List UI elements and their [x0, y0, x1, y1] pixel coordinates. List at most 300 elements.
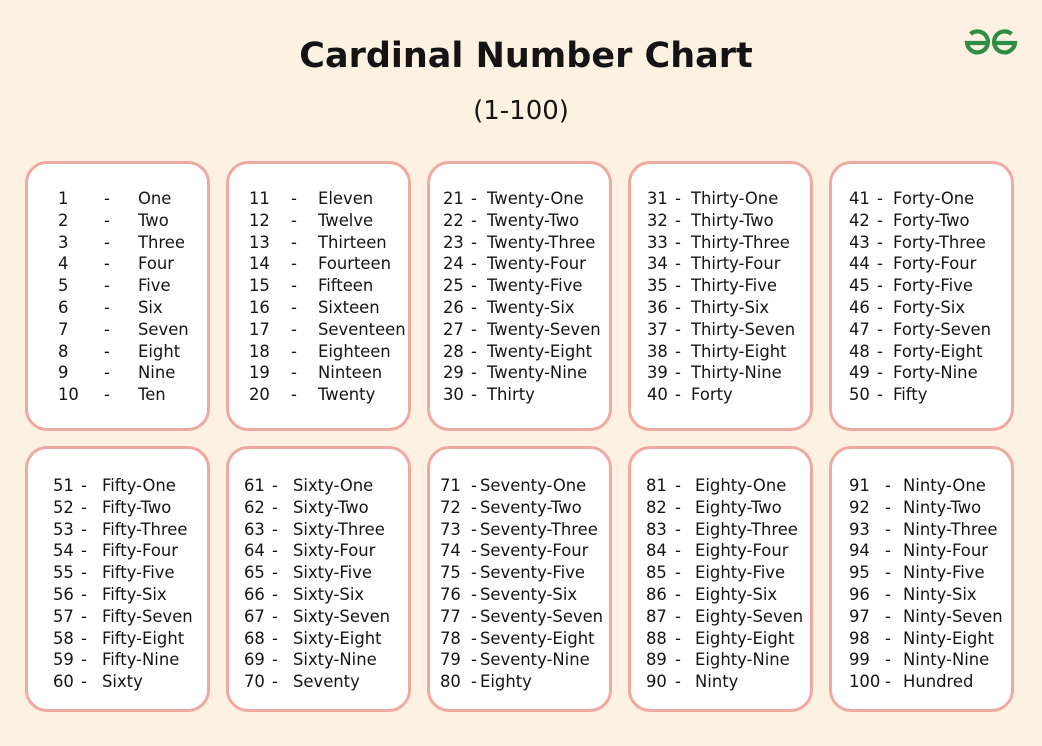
number-value: 64 [244, 541, 265, 561]
number-dash: - [471, 254, 477, 274]
number-row [430, 519, 609, 541]
number-dash: - [272, 541, 278, 561]
number-word: Seventy-Nine [480, 650, 590, 670]
number-dash: - [81, 519, 87, 539]
number-word: Hundred [903, 672, 974, 692]
number-dash: - [885, 650, 891, 670]
number-word: Seventy-One [480, 476, 587, 495]
number-dash: - [885, 584, 891, 604]
number-word: Fifty-Two [102, 497, 172, 517]
number-value: 2 [58, 210, 69, 230]
number-word: Forty-Six [893, 297, 966, 317]
number-dash: - [81, 628, 87, 648]
number-row [28, 584, 207, 606]
number-row [832, 275, 1011, 297]
number-dash: - [675, 628, 681, 648]
number-dash: - [877, 210, 883, 230]
number-word: Fifty-Five [102, 563, 175, 583]
number-row [631, 628, 810, 650]
number-dash: - [471, 672, 477, 692]
number-word: Two [138, 210, 169, 230]
number-card [628, 161, 813, 431]
number-value: 45 [849, 276, 870, 296]
number-dash: - [471, 189, 477, 208]
number-value: 71 [440, 476, 461, 495]
number-value: 35 [647, 276, 668, 296]
number-dash: - [291, 319, 297, 339]
number-word: Seventy-Five [480, 563, 585, 583]
number-value: 94 [849, 541, 870, 561]
number-dash: - [104, 254, 110, 274]
number-row [631, 341, 810, 363]
number-row [832, 584, 1011, 606]
number-dash: - [471, 210, 477, 230]
number-row [631, 188, 810, 210]
number-value: 49 [849, 363, 870, 383]
number-value: 63 [244, 519, 265, 539]
number-dash: - [885, 606, 891, 626]
number-dash: - [885, 541, 891, 561]
number-value: 40 [647, 385, 668, 405]
number-row [28, 540, 207, 562]
number-value: 37 [647, 319, 668, 339]
number-dash: - [272, 628, 278, 648]
number-row [631, 649, 810, 671]
number-value: 18 [249, 341, 270, 361]
number-dash: - [104, 363, 110, 383]
number-value: 62 [244, 497, 265, 517]
number-word: Forty-Four [893, 254, 977, 274]
number-row [430, 475, 609, 497]
number-card [829, 161, 1014, 431]
number-dash: - [877, 319, 883, 339]
number-value: 54 [53, 541, 74, 561]
number-dash: - [471, 341, 477, 361]
page-subtitle: (1-100) [473, 96, 569, 126]
number-word: Sixty-Four [293, 541, 376, 561]
number-card [628, 446, 813, 712]
number-dash: - [104, 210, 110, 230]
number-value: 12 [249, 210, 270, 230]
number-row [832, 253, 1011, 275]
number-value: 16 [249, 297, 270, 317]
number-dash: - [471, 563, 477, 583]
number-value: 55 [53, 563, 74, 583]
number-word: Seventy-Three [480, 519, 598, 539]
geeksforgeeks-logo-icon [962, 26, 1020, 58]
number-word: Fifty-Eight [102, 628, 185, 648]
number-row [631, 319, 810, 341]
number-dash: - [81, 476, 87, 495]
number-word: Thirty [487, 385, 535, 405]
number-row [28, 497, 207, 519]
number-value: 66 [244, 584, 265, 604]
number-row [430, 210, 609, 232]
number-row [430, 253, 609, 275]
number-value: 32 [647, 210, 668, 230]
number-dash: - [471, 584, 477, 604]
number-row [631, 540, 810, 562]
number-row [631, 253, 810, 275]
number-word: Fifty-Nine [102, 650, 180, 670]
number-dash: - [675, 232, 681, 252]
number-word: Forty-Two [893, 210, 970, 230]
number-word: Forty-One [893, 189, 975, 208]
number-row [430, 232, 609, 254]
number-dash: - [291, 254, 297, 274]
number-word: Ninteen [318, 363, 383, 383]
number-word: Fifty-Three [102, 519, 188, 539]
number-value: 28 [443, 341, 464, 361]
number-row [229, 319, 408, 341]
number-row [28, 671, 207, 693]
number-word: Twenty [318, 385, 376, 405]
number-dash: - [104, 232, 110, 252]
number-word: Fifty [893, 385, 928, 405]
number-value: 6 [58, 297, 69, 317]
number-value: 3 [58, 232, 69, 252]
number-value: 41 [849, 189, 870, 208]
number-dash: - [272, 497, 278, 517]
number-dash: - [471, 628, 477, 648]
number-word: Thirty-One [691, 189, 779, 208]
number-row [832, 562, 1011, 584]
number-word: Twenty-Two [487, 210, 580, 230]
number-dash: - [675, 606, 681, 626]
number-word: Seventy [293, 672, 360, 692]
number-row [229, 562, 408, 584]
number-dash: - [675, 297, 681, 317]
number-word: Forty-Nine [893, 363, 978, 383]
number-dash: - [471, 650, 477, 670]
number-dash: - [877, 363, 883, 383]
page-title: Cardinal Number Chart [299, 36, 753, 76]
number-dash: - [81, 650, 87, 670]
number-value: 42 [849, 210, 870, 230]
number-value: 10 [58, 385, 79, 405]
number-word: Thirty-Nine [691, 363, 782, 383]
number-word: Eighty-One [695, 476, 787, 495]
number-dash: - [675, 650, 681, 670]
number-value: 29 [443, 363, 464, 383]
number-value: 78 [440, 628, 461, 648]
number-dash: - [877, 189, 883, 208]
number-card [25, 161, 210, 431]
number-row [430, 275, 609, 297]
number-word: Eighty-Five [695, 563, 786, 583]
number-value: 81 [646, 476, 667, 495]
number-row [832, 497, 1011, 519]
number-dash: - [471, 519, 477, 539]
number-dash: - [104, 297, 110, 317]
number-word: Seventeen [318, 319, 406, 339]
number-word: Twenty-Eight [487, 341, 593, 361]
number-row [832, 384, 1011, 406]
number-row [28, 384, 207, 406]
number-row [631, 562, 810, 584]
number-value: 19 [249, 363, 270, 383]
number-value: 51 [53, 476, 74, 495]
number-dash: - [272, 606, 278, 626]
number-value: 21 [443, 189, 464, 208]
number-dash: - [291, 385, 297, 405]
number-row [28, 275, 207, 297]
number-dash: - [291, 341, 297, 361]
number-row [631, 606, 810, 628]
number-value: 9 [58, 363, 69, 383]
number-word: Forty-Three [893, 232, 986, 252]
number-dash: - [675, 672, 681, 692]
number-word: Forty-Five [893, 276, 973, 296]
number-card [427, 446, 612, 712]
number-row [229, 253, 408, 275]
number-card [829, 446, 1014, 712]
number-word: Fifty-Seven [102, 606, 193, 626]
number-row [229, 497, 408, 519]
number-word: Twenty-One [487, 189, 584, 208]
number-word: Twenty-Five [487, 276, 583, 296]
number-row [430, 341, 609, 363]
number-dash: - [675, 519, 681, 539]
number-dash: - [885, 476, 891, 495]
number-dash: - [675, 584, 681, 604]
number-dash: - [675, 210, 681, 230]
number-row [832, 649, 1011, 671]
number-row [28, 210, 207, 232]
number-dash: - [675, 497, 681, 517]
number-row [28, 362, 207, 384]
number-dash: - [471, 385, 477, 405]
number-value: 90 [646, 672, 667, 692]
number-value: 100 [849, 672, 881, 692]
number-word: Seven [138, 319, 189, 339]
number-row [832, 297, 1011, 319]
number-value: 79 [440, 650, 461, 670]
number-word: Thirty-Four [691, 254, 781, 274]
number-row [832, 232, 1011, 254]
number-word: Sixty-Nine [293, 650, 377, 670]
number-row [229, 362, 408, 384]
number-value: 36 [647, 297, 668, 317]
number-row [430, 649, 609, 671]
number-dash: - [877, 254, 883, 274]
number-value: 96 [849, 584, 870, 604]
number-value: 46 [849, 297, 870, 317]
number-dash: - [675, 541, 681, 561]
number-dash: - [877, 385, 883, 405]
number-row [832, 628, 1011, 650]
number-card [226, 161, 411, 431]
number-value: 58 [53, 628, 74, 648]
number-row [430, 384, 609, 406]
number-row [28, 232, 207, 254]
number-word: Thirteen [318, 232, 387, 252]
number-row [229, 519, 408, 541]
number-row [229, 341, 408, 363]
number-dash: - [675, 363, 681, 383]
number-card [226, 446, 411, 712]
number-dash: - [272, 650, 278, 670]
number-value: 75 [440, 563, 461, 583]
number-word: Eleven [318, 189, 374, 208]
number-word: Eight [138, 341, 181, 361]
number-value: 92 [849, 497, 870, 517]
number-word: Ninty-Six [903, 584, 977, 604]
number-word: Seventy-Seven [480, 606, 604, 626]
number-word: Fifteen [318, 276, 374, 296]
number-row [229, 628, 408, 650]
number-word: Sixty-Eight [293, 628, 382, 648]
number-word: Eighty [480, 672, 532, 692]
number-value: 44 [849, 254, 870, 274]
number-dash: - [471, 363, 477, 383]
number-word: Ten [138, 385, 166, 405]
number-dash: - [675, 189, 681, 208]
number-word: Fourteen [318, 254, 391, 274]
number-dash: - [291, 363, 297, 383]
number-word: Ninty-One [903, 476, 986, 495]
number-value: 30 [443, 385, 464, 405]
number-dash: - [471, 497, 477, 517]
number-row [832, 319, 1011, 341]
number-row [430, 188, 609, 210]
number-value: 70 [244, 672, 265, 692]
number-word: Eighty-Nine [695, 650, 790, 670]
number-value: 89 [646, 650, 667, 670]
number-word: Three [138, 232, 185, 252]
number-dash: - [81, 497, 87, 517]
number-dash: - [272, 563, 278, 583]
number-row [631, 497, 810, 519]
number-word: Thirty-Eight [691, 341, 787, 361]
number-row [229, 584, 408, 606]
number-value: 72 [440, 497, 461, 517]
number-value: 26 [443, 297, 464, 317]
number-row [631, 297, 810, 319]
number-value: 43 [849, 232, 870, 252]
number-row [832, 540, 1011, 562]
number-dash: - [471, 606, 477, 626]
number-dash: - [675, 276, 681, 296]
number-value: 60 [53, 672, 74, 692]
number-grid [25, 161, 1014, 712]
number-word: Nine [138, 363, 176, 383]
number-row [832, 362, 1011, 384]
number-value: 98 [849, 628, 870, 648]
number-dash: - [291, 297, 297, 317]
number-word: Twenty-Seven [487, 319, 601, 339]
number-value: 97 [849, 606, 870, 626]
number-word: Twelve [318, 210, 374, 230]
number-word: Twenty-Nine [487, 363, 588, 383]
number-row [229, 606, 408, 628]
number-word: One [138, 189, 172, 208]
number-value: 20 [249, 385, 270, 405]
number-value: 48 [849, 341, 870, 361]
number-dash: - [675, 341, 681, 361]
number-word: Sixty-Seven [293, 606, 391, 626]
number-value: 53 [53, 519, 74, 539]
number-row [28, 562, 207, 584]
number-value: 95 [849, 563, 870, 583]
number-row [430, 562, 609, 584]
number-row [28, 188, 207, 210]
number-row [832, 210, 1011, 232]
number-row [631, 584, 810, 606]
number-row [430, 362, 609, 384]
number-dash: - [104, 385, 110, 405]
number-dash: - [675, 476, 681, 495]
number-row [430, 297, 609, 319]
number-dash: - [272, 672, 278, 692]
number-word: Sixty [102, 672, 143, 692]
number-row [430, 497, 609, 519]
number-word: Sixty-Six [293, 584, 365, 604]
number-value: 84 [646, 541, 667, 561]
number-value: 23 [443, 232, 464, 252]
number-word: Seventy-Four [480, 541, 589, 561]
number-dash: - [675, 254, 681, 274]
number-dash: - [104, 319, 110, 339]
number-word: Seventy-Six [480, 584, 578, 604]
number-word: Fifty-Four [102, 541, 179, 561]
number-value: 93 [849, 519, 870, 539]
number-dash: - [885, 563, 891, 583]
number-row [28, 628, 207, 650]
number-row [229, 671, 408, 693]
number-word: Ninty-Five [903, 563, 985, 583]
number-word: Thirty-Three [691, 232, 790, 252]
number-row [28, 519, 207, 541]
number-value: 76 [440, 584, 461, 604]
number-row [229, 649, 408, 671]
number-value: 47 [849, 319, 870, 339]
number-word: Eighty-Two [695, 497, 782, 517]
number-card [25, 446, 210, 712]
number-dash: - [675, 319, 681, 339]
number-word: Twenty-Six [487, 297, 575, 317]
number-value: 68 [244, 628, 265, 648]
number-value: 77 [440, 606, 461, 626]
number-value: 39 [647, 363, 668, 383]
number-value: 11 [249, 189, 270, 208]
number-word: Eighty-Six [695, 584, 778, 604]
number-value: 13 [249, 232, 270, 252]
number-value: 7 [58, 319, 69, 339]
number-word: Sixty-Three [293, 519, 385, 539]
number-word: Sixteen [318, 297, 380, 317]
number-word: Eighty-Seven [695, 606, 804, 626]
number-value: 14 [249, 254, 270, 274]
number-value: 50 [849, 385, 870, 405]
number-dash: - [471, 476, 477, 495]
number-row [229, 232, 408, 254]
number-word: Ninty [695, 672, 739, 692]
number-word: Fifty-Six [102, 584, 167, 604]
number-value: 85 [646, 563, 667, 583]
number-word: Seventy-Two [480, 497, 582, 517]
number-row [430, 628, 609, 650]
number-word: Ninty-Two [903, 497, 982, 517]
number-row [28, 319, 207, 341]
number-dash: - [877, 232, 883, 252]
number-value: 33 [647, 232, 668, 252]
number-word: Thirty-Seven [691, 319, 796, 339]
number-dash: - [291, 276, 297, 296]
number-dash: - [272, 476, 278, 495]
number-value: 99 [849, 650, 870, 670]
number-word: Eighty-Three [695, 519, 798, 539]
